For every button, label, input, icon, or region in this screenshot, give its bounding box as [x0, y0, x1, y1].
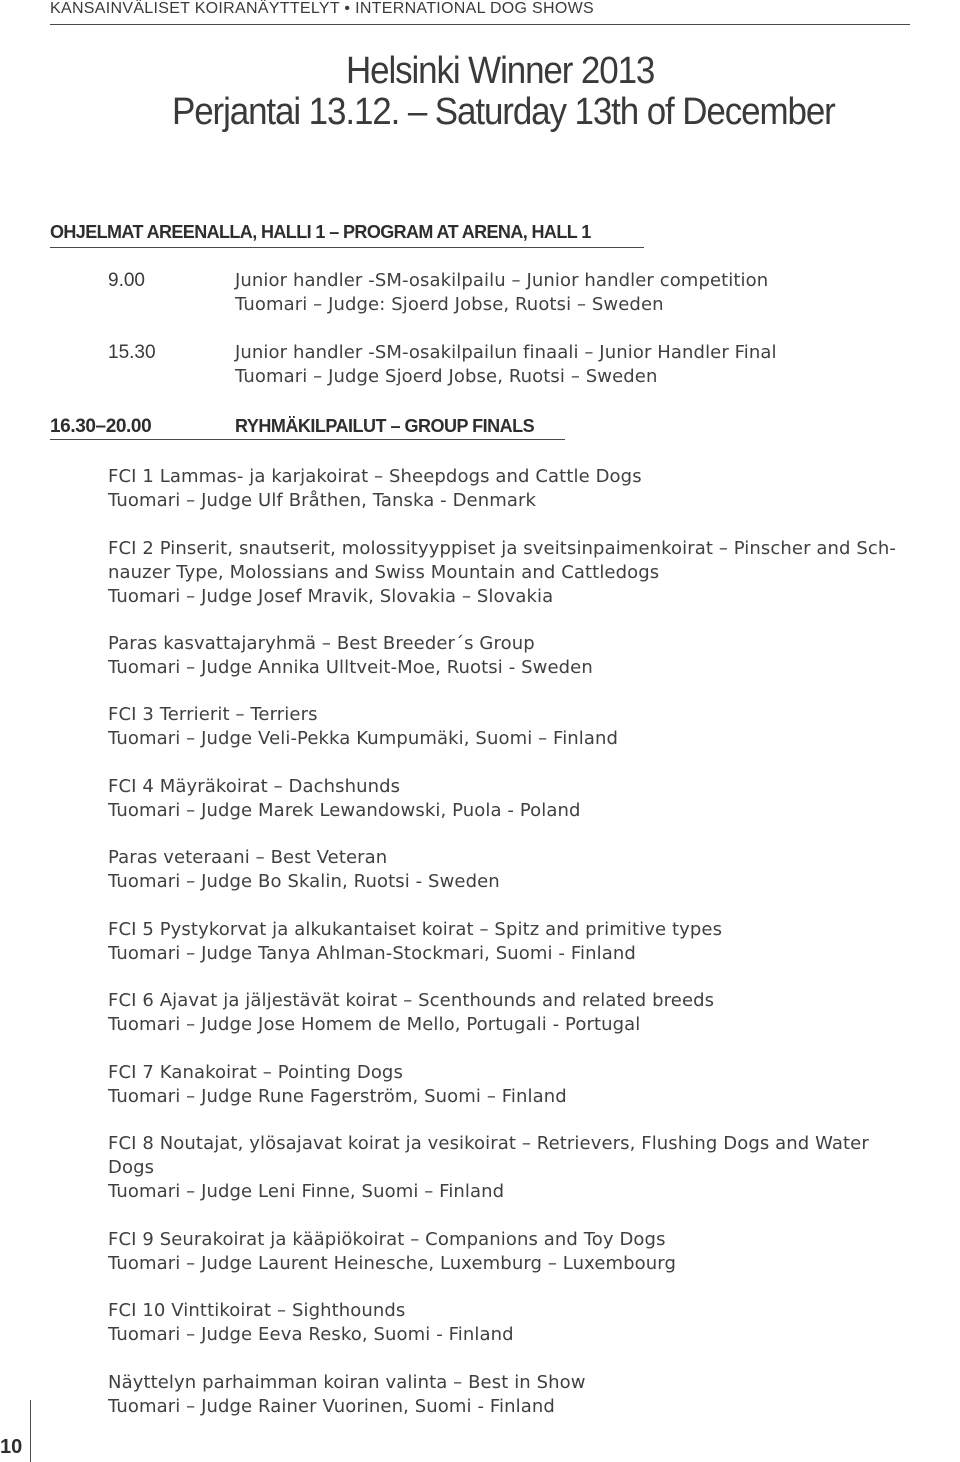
group-entry-title: FCI 10 Vinttikoirat – Sighthounds	[108, 1300, 406, 1321]
group-entry-title: FCI 8 Noutajat, ylösajavat koirat ja vesikoirat – Retrievers, Flushing Dogs and Water	[108, 1133, 869, 1154]
program-item-title: Junior handler -SM-osakilpailun finaali – Junior Handler Final	[235, 342, 777, 363]
program-item-title: Junior handler -SM-osakilpailu – Junior handler competition	[235, 270, 769, 291]
group-entry-judge: Tuomari – Judge Eeva Resko, Suomi - Finland	[108, 1324, 514, 1345]
group-entry-title: FCI 3 Terrierit – Terriers	[108, 704, 318, 725]
group-entry-judge: Tuomari – Judge Tanya Ahlman-Stockmari, Suomi - Finland	[108, 943, 636, 964]
group-entry-judge: Tuomari – Judge Rune Fagerström, Suomi – Finland	[108, 1086, 567, 1107]
group-finals-heading: RYHMÄKILPAILUT – GROUP FINALS	[235, 416, 535, 436]
group-entry-title-continued: nauzer Type, Molossians and Swiss Mountain and Cattledogs	[108, 562, 660, 583]
group-entry-judge: Tuomari – Judge Ulf Bråthen, Tanska - Denmark	[108, 490, 537, 511]
group-entry-judge: Tuomari – Judge Marek Lewandowski, Puola - Poland	[108, 800, 581, 821]
group-entry-title: FCI 4 Mäyräkoirat – Dachshunds	[108, 776, 401, 797]
group-entry-title: FCI 1 Lammas- ja karjakoirat – Sheepdogs and Cattle Dogs	[108, 466, 642, 487]
section-heading-rule	[50, 247, 644, 248]
group-entry-judge: Tuomari – Judge Jose Homem de Mello, Portugali - Portugal	[108, 1014, 641, 1035]
group-entry-title: Paras veteraani – Best Veteran	[108, 847, 388, 868]
group-entry-judge: Tuomari – Judge Leni Finne, Suomi – Finland	[108, 1181, 505, 1202]
group-entry-judge: Tuomari – Judge Annika Ulltveit-Moe, Ruotsi - Sweden	[108, 657, 593, 678]
header-rule	[50, 24, 910, 25]
program-time: 9.00	[108, 270, 145, 291]
group-entry-judge: Tuomari – Judge Veli-Pekka Kumpumäki, Suomi – Finland	[108, 728, 619, 749]
group-entry-title: Paras kasvattajaryhmä – Best Breeder´s Group	[108, 633, 535, 654]
group-entry-title: Näyttelyn parhaimman koiran valinta – Best in Show	[108, 1372, 586, 1393]
running-header: KANSAINVÄLISET KOIRANÄYTTELYT • INTERNATIONAL DOG SHOWS	[50, 0, 594, 17]
group-entry-judge: Tuomari – Judge Rainer Vuorinen, Suomi - Finland	[108, 1396, 555, 1417]
group-entry-title: FCI 2 Pinserit, snautserit, molossityyppiset ja sveitsinpaimenkoirat – Pinscher and Sch-	[108, 538, 897, 559]
program-item-judge: Tuomari – Judge: Sjoerd Jobse, Ruotsi – Sweden	[235, 294, 664, 315]
group-entry-title: FCI 6 Ajavat ja jäljestävät koirat – Scenthounds and related breeds	[108, 990, 715, 1011]
group-finals-rule	[50, 439, 565, 440]
page-title-line-2: Perjantai 13.12. – Saturday 13th of December	[172, 91, 835, 133]
margin-rule	[30, 1400, 31, 1462]
page-title-line-1: Helsinki Winner 2013	[346, 50, 655, 92]
group-entry-title: FCI 9 Seurakoirat ja kääpiökoirat – Companions and Toy Dogs	[108, 1229, 666, 1250]
program-item-judge: Tuomari – Judge Sjoerd Jobse, Ruotsi – Sweden	[235, 366, 658, 387]
group-entry-title: FCI 7 Kanakoirat – Pointing Dogs	[108, 1062, 403, 1083]
group-entry-title-continued: Dogs	[108, 1157, 155, 1178]
group-entry-judge: Tuomari – Judge Bo Skalin, Ruotsi - Sweden	[108, 871, 500, 892]
page-number: 10	[0, 1436, 23, 1458]
group-entry-judge: Tuomari – Judge Laurent Heinesche, Luxemburg – Luxembourg	[108, 1253, 676, 1274]
group-entry-title: FCI 5 Pystykorvat ja alkukantaiset koirat – Spitz and primitive types	[108, 919, 723, 940]
group-entry-judge: Tuomari – Judge Josef Mravik, Slovakia – Slovakia	[108, 586, 554, 607]
section-heading: OHJELMAT AREENALLA, HALLI 1 – PROGRAM AT ARENA, HALL 1	[50, 222, 591, 242]
group-finals-time: 16.30–20.00	[50, 416, 152, 437]
program-time: 15.30	[108, 342, 156, 363]
